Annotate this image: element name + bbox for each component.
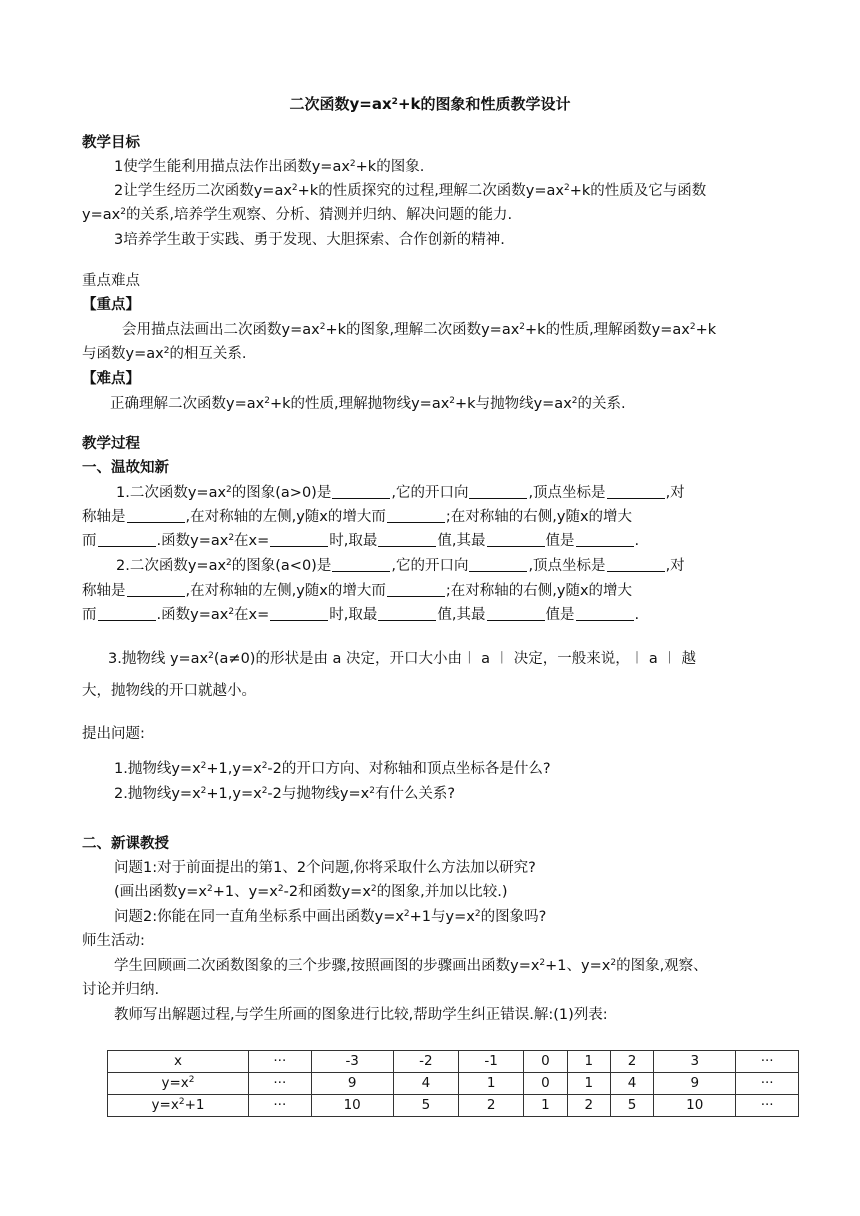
table-row xyxy=(108,1051,799,1073)
table-cell: 0 xyxy=(524,1073,567,1095)
table-cell: 2 xyxy=(610,1051,653,1073)
new-lesson-line: 问题2:你能在同一直角坐标系中画出函数$y=x^2+1$与$y=x^2$的图象吗? xyxy=(114,909,547,925)
fill-blank[interactable] xyxy=(98,606,156,621)
table-cell: 5 xyxy=(610,1095,653,1117)
process-heading: 教学过程 xyxy=(82,436,140,452)
ask-heading: 提出问题: xyxy=(82,726,145,742)
table-cell: ··· xyxy=(736,1073,799,1095)
q1-line-2: 称轴是 ,在对称轴的左侧,y随x的增大而 ;在对称轴的右侧,y随x的增大 xyxy=(82,509,633,525)
q1-line-3: 而 .函数$y=ax^2$在x= 时,取最 值,其最 值是 . xyxy=(82,533,640,549)
table-cell: -1 xyxy=(459,1051,524,1073)
review-heading: 一、温故知新 xyxy=(82,460,169,476)
table-cell: ··· xyxy=(736,1095,799,1117)
table-cell: 5 xyxy=(393,1095,458,1117)
table-cell: ··· xyxy=(736,1051,799,1073)
q3-line: 大，抛物线的开口就越小。 xyxy=(82,683,256,699)
new-lesson-heading: 二、新课教授 xyxy=(82,836,169,852)
fill-blank[interactable] xyxy=(469,484,527,499)
table-cell: 10 xyxy=(654,1095,736,1117)
table-cell: ··· xyxy=(249,1073,312,1095)
table-cell: $y=x^2+1$ xyxy=(108,1095,249,1117)
fill-blank[interactable] xyxy=(332,557,390,572)
table-cell: 10 xyxy=(311,1095,393,1117)
value-table xyxy=(107,1050,799,1117)
table-cell: ··· xyxy=(249,1051,312,1073)
fill-blank[interactable] xyxy=(487,606,545,621)
table-cell: ··· xyxy=(249,1095,312,1117)
table-cell: 4 xyxy=(393,1073,458,1095)
goals-heading: 教学目标 xyxy=(82,135,140,151)
ask-item: 2.抛物线$y=x^2+1,y=x^2-2$与抛物线$y=x^2$有什么关系? xyxy=(114,786,456,802)
q1-line-1: 1.二次函数$y=ax^2$的图象(a>0)是 ,它的开口向 ,顶点坐标是 ,对 xyxy=(116,485,685,501)
table-cell: 9 xyxy=(654,1073,736,1095)
key-label: 【重点】 xyxy=(82,297,140,313)
goal-item: 1使学生能利用描点法作出函数$y=ax^2+k$的图象. xyxy=(114,159,425,175)
key-line: 会用描点法画出二次函数$y=ax^2+k$的图象,理解二次函数$y=ax^2+k$的性质,理解函数$y=ax^2+k$ xyxy=(122,322,717,338)
table-row xyxy=(108,1073,799,1095)
new-lesson-line: (画出函数$y=x^2+1$、$y=x^2-2$和函数$y=x^2$的图象,并加以比较.) xyxy=(114,884,508,900)
fill-blank[interactable] xyxy=(127,508,185,523)
table-cell: -2 xyxy=(393,1051,458,1073)
table-row xyxy=(108,1095,799,1117)
fill-blank[interactable] xyxy=(576,606,634,621)
doc-title: 二次函数$y=ax^2+k$的图象和性质教学设计 xyxy=(289,95,571,113)
table-cell: 4 xyxy=(610,1073,653,1095)
activity-heading: 师生活动: xyxy=(82,933,145,949)
new-lesson-line: 问题1:对于前面提出的第1、2个问题,你将采取什么方法加以研究? xyxy=(114,860,536,876)
fill-blank[interactable] xyxy=(98,532,156,547)
goal-item: 3培养学生敢于实践、勇于发现、大胆探索、合作创新的精神. xyxy=(114,232,505,248)
table-cell: 2 xyxy=(459,1095,524,1117)
fill-blank[interactable] xyxy=(127,582,185,597)
fill-blank[interactable] xyxy=(576,532,634,547)
activity-line: 讨论并归纳. xyxy=(82,982,160,998)
table-cell: x xyxy=(108,1051,249,1073)
fill-blank[interactable] xyxy=(378,606,436,621)
fill-blank[interactable] xyxy=(469,557,527,572)
table-cell: 1 xyxy=(567,1051,610,1073)
table-cell: 0 xyxy=(524,1051,567,1073)
fill-blank[interactable] xyxy=(387,508,445,523)
goal-item: 2让学生经历二次函数$y=ax^2+k$的性质探究的过程,理解二次函数$y=ax^2+k$的性质及它与函数 xyxy=(114,183,707,199)
table-cell: 2 xyxy=(567,1095,610,1117)
activity-line: 学生回顾画二次函数图象的三个步骤,按照画图的步骤画出函数$y=x^2+1$、$y=x^2$的图象,观察、 xyxy=(114,958,708,974)
q2-line-3: 而 .函数$y=ax^2$在x= 时,取最 值,其最 值是 . xyxy=(82,607,640,623)
fill-blank[interactable] xyxy=(378,532,436,547)
key-points-heading: 重点难点 xyxy=(82,273,140,289)
goal-item: $y=ax^2$的关系,培养学生观察、分析、猜测并归纳、解决问题的能力. xyxy=(82,207,513,223)
activity-line: 教师写出解题过程,与学生所画的图象进行比较,帮助学生纠正错误.解:(1)列表: xyxy=(114,1007,608,1023)
table-cell: 9 xyxy=(311,1073,393,1095)
difficult-label: 【难点】 xyxy=(82,371,140,387)
fill-blank[interactable] xyxy=(270,606,328,621)
fill-blank[interactable] xyxy=(270,532,328,547)
table-cell: $y=x^2$ xyxy=(108,1073,249,1095)
q2-line-2: 称轴是 ,在对称轴的左侧,y随x的增大而 ;在对称轴的右侧,y随x的增大 xyxy=(82,583,633,599)
q3-line: 3.抛物线 $y=ax^2(a\ne 0)$的形状是由 a 决定，开口大小由︱ a ︱ 决定，一般来说，︱ a ︱ 越 xyxy=(108,651,696,667)
fill-blank[interactable] xyxy=(607,484,665,499)
fill-blank[interactable] xyxy=(332,484,390,499)
fill-blank[interactable] xyxy=(387,582,445,597)
fill-blank[interactable] xyxy=(487,532,545,547)
q2-line-1: 2.二次函数$y=ax^2$的图象(a<0)是 ,它的开口向 ,顶点坐标是 ,对 xyxy=(116,558,685,574)
key-line: 与函数$y=ax^2$的相互关系. xyxy=(82,346,247,362)
table-cell: 1 xyxy=(459,1073,524,1095)
table-cell: 1 xyxy=(524,1095,567,1117)
table-cell: -3 xyxy=(311,1051,393,1073)
fill-blank[interactable] xyxy=(607,557,665,572)
difficult-line: 正确理解二次函数$y=ax^2+k$的性质,理解抛物线$y=ax^2+k$与抛物线$y=ax^2$的关系. xyxy=(110,396,626,412)
ask-item: 1.抛物线$y=x^2+1,y=x^2-2$的开口方向、对称轴和顶点坐标各是什么? xyxy=(114,761,551,777)
table-cell: 3 xyxy=(654,1051,736,1073)
table-cell: 1 xyxy=(567,1073,610,1095)
